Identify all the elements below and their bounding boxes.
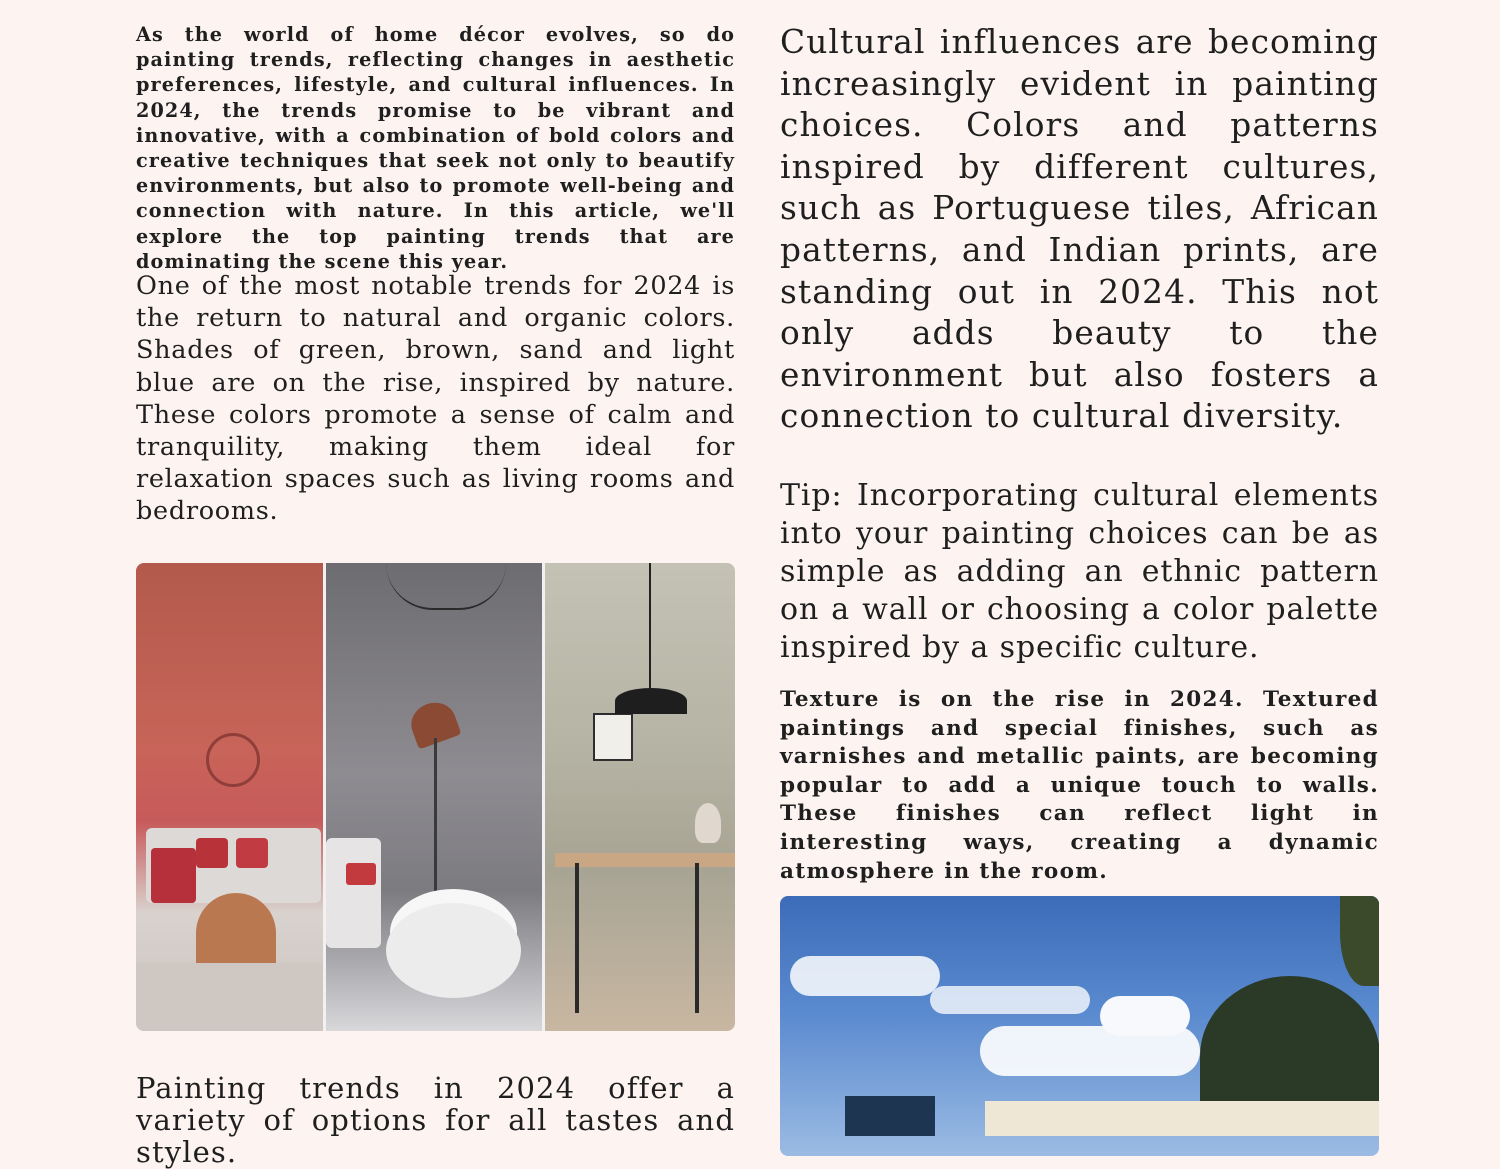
tip-paragraph: Tip: Incorporating cultural elements into your painting choices can be as simple as adding an ethnic pattern on a wall or choosing a color palette inspired by a specific culture. — [780, 478, 1379, 665]
cultural-influences-paragraph: Cultural influences are becoming increasingly evident in painting choices. Colors and patterns inspired by different cultures, such as Portuguese tiles, African patterns, and Indian prints, are standing out in 2024. This not only adds beauty to the environment but also fosters a connection to cultural diversity. — [780, 23, 1379, 436]
conclusion-paragraph: Painting trends in 2024 offer a variety of options for all tastes and styles. — [136, 1071, 735, 1169]
house-exterior-image — [780, 896, 1379, 1156]
grey-room-panel — [323, 563, 542, 1031]
sage-room-panel — [542, 563, 735, 1031]
interior-collage-image — [136, 563, 735, 1031]
intro-paragraph: As the world of home décor evolves, so do painting trends, reflecting changes in aesthetic preferences, lifestyle, and cultural influences. In 2024, the trends promise to be vibrant and innovative, with a combination of bold colors and creative techniques that seek not only to beautify environments, but also to promote well-being and connection with nature. In this article, we'll explore the top painting trends that are dominating the scene this year. — [136, 23, 735, 273]
red-room-panel — [136, 563, 323, 1031]
natural-colors-paragraph: One of the most notable trends for 2024 is the return to natural and organic colors. Shades of green, brown, sand and light blue are on the rise, inspired by nature. These colors promote a sense of calm and tranquility, making them ideal for relaxation spaces such as living rooms and bedrooms. — [136, 271, 735, 527]
texture-paragraph: Texture is on the rise in 2024. Textured paintings and special finishes, such as varnishes and metallic paints, are becoming popular to add a unique touch to walls. These finishes can reflect light in interesting ways, creating a dynamic atmosphere in the room. — [780, 687, 1379, 884]
